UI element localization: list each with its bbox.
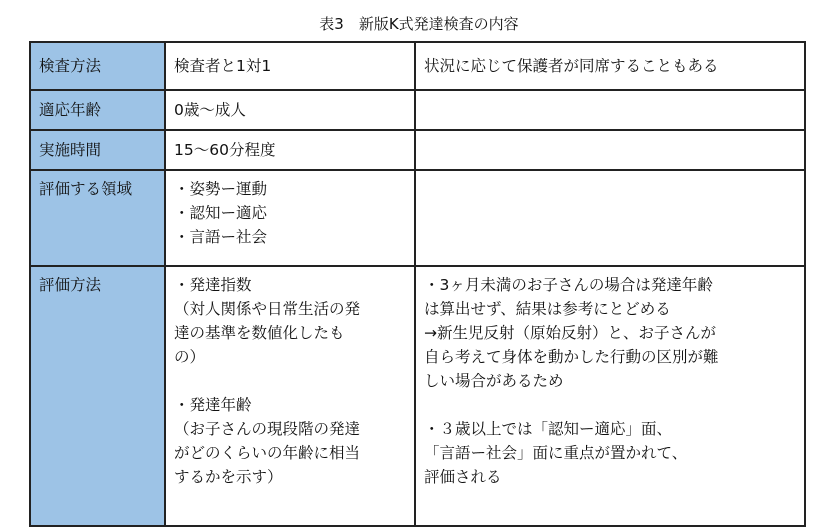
cell-text: 評価される [424,468,502,486]
cell-text: は算出せず、結果は参考にとどめる [424,300,671,318]
row-label-evaluation: 評価方法 [30,266,165,526]
row-label-method: 検査方法 [30,42,165,90]
cell-text: ・3ヶ月未満のお子さんの場合は発達年齢 [424,276,713,294]
row-label-domains: 評価する領域 [30,170,165,266]
cell-text: ・言語ー社会 [174,228,268,246]
cell-duration-detail [165,130,415,170]
cell-text: ・発達年齢 [174,396,252,414]
cell-text: 検査者と1対1 [174,57,272,75]
cell-duration-note [415,130,805,170]
table-row-duration [30,130,805,170]
cell-evaluation-detail [165,266,415,526]
k-test-content-table [29,41,806,527]
cell-text: ・認知ー適応 [174,204,268,222]
cell-text: の） [174,348,206,366]
cell-text: するかを示す） [174,468,283,486]
cell-text: しい場合があるため [424,372,564,390]
cell-text: 達の基準を数値化したも [174,324,345,342]
cell-text: がどのくらいの年齢に相当 [174,444,361,462]
table-caption: 表3 新版K式発達検査の内容 [319,15,519,33]
cell-text: 「言語ー社会」面に重点が置かれて、 [424,444,688,462]
cell-evaluation-note [415,266,805,526]
table-row-method [30,42,805,90]
table-row-evaluation [30,266,805,526]
cell-domains-note [415,170,805,266]
cell-age-note [415,90,805,130]
cell-text: ・発達指数 [174,276,252,294]
cell-text: 0歳〜成人 [174,101,246,119]
row-label-age: 適応年齢 [30,90,165,130]
cell-method-detail [165,42,415,90]
cell-domains-detail [165,170,415,266]
cell-text: （お子さんの現段階の発達 [174,420,361,438]
cell-text: 自ら考えて身体を動かした行動の区別が難 [424,348,719,366]
cell-age-detail [165,90,415,130]
table-row-age [30,90,805,130]
cell-text: →新生児反射（原始反射）と、お子さんが [424,324,716,342]
cell-text: ・３歳以上では「認知ー適応」面、 [424,420,673,438]
table-row-domains [30,170,805,266]
cell-text: ・姿勢ー運動 [174,180,268,198]
cell-method-note [415,42,805,90]
cell-text: 状況に応じて保護者が同席することもある [424,57,719,75]
cell-text: 15〜60分程度 [174,141,276,159]
cell-text: （対人関係や日常生活の発 [174,300,361,318]
row-label-duration: 実施時間 [30,130,165,170]
